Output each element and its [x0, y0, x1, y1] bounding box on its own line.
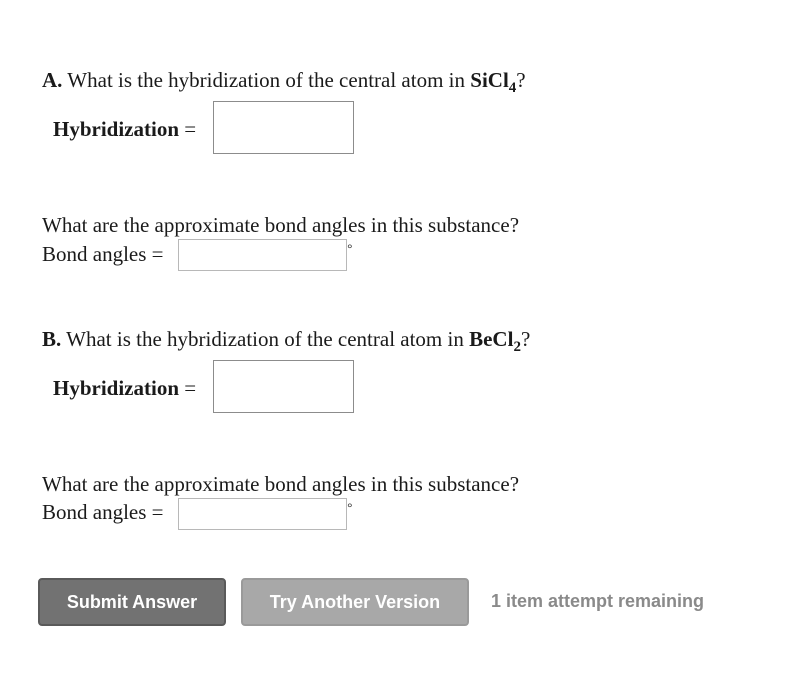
part-a-formula: SiCl$_4$ — [470, 68, 517, 96]
try-another-version-button[interactable]: Try Another Version — [241, 578, 469, 626]
part-a-letter: A. — [42, 68, 63, 92]
part-a-question — [42, 68, 526, 96]
part-a-angles-label: Bond angles = — [42, 242, 164, 266]
attempts-remaining-text: 1 item attempt remaining — [491, 591, 705, 611]
equals-sign: = — [184, 376, 197, 400]
part-b-question — [42, 327, 531, 355]
part-b-angles-label: Bond angles = — [42, 500, 164, 524]
part-b-hybridization-dropzone[interactable] — [213, 360, 354, 413]
submit-answer-button[interactable]: Submit Answer — [38, 578, 226, 626]
part-b-question-suffix: ? — [520, 327, 531, 351]
part-a-hybridization-dropzone[interactable] — [213, 101, 354, 154]
part-b-degree-symbol: ° — [347, 500, 353, 516]
part-a-bond-angles-input[interactable] — [178, 239, 347, 271]
part-a-angles-question: What are the approximate bond angles in this substance? — [42, 213, 520, 237]
part-b-letter: B. — [42, 327, 62, 351]
part-b-question-text: What is the hybridization of the central atom in — [66, 327, 470, 351]
part-a-degree-symbol: ° — [347, 241, 353, 257]
part-a-question-text: What is the hybridization of the central atom in — [67, 68, 471, 92]
part-b-bond-angles-input[interactable] — [178, 498, 347, 530]
part-a-hybridization-label: Hybridization = — [53, 117, 197, 141]
equals-sign: = — [184, 117, 197, 141]
part-b-hybridization-label: Hybridization = — [53, 376, 197, 400]
part-b-formula: BeCl$_2$ — [469, 327, 521, 355]
part-b-angles-question: What are the approximate bond angles in this substance? — [42, 472, 520, 496]
part-a-question-suffix: ? — [516, 68, 526, 92]
